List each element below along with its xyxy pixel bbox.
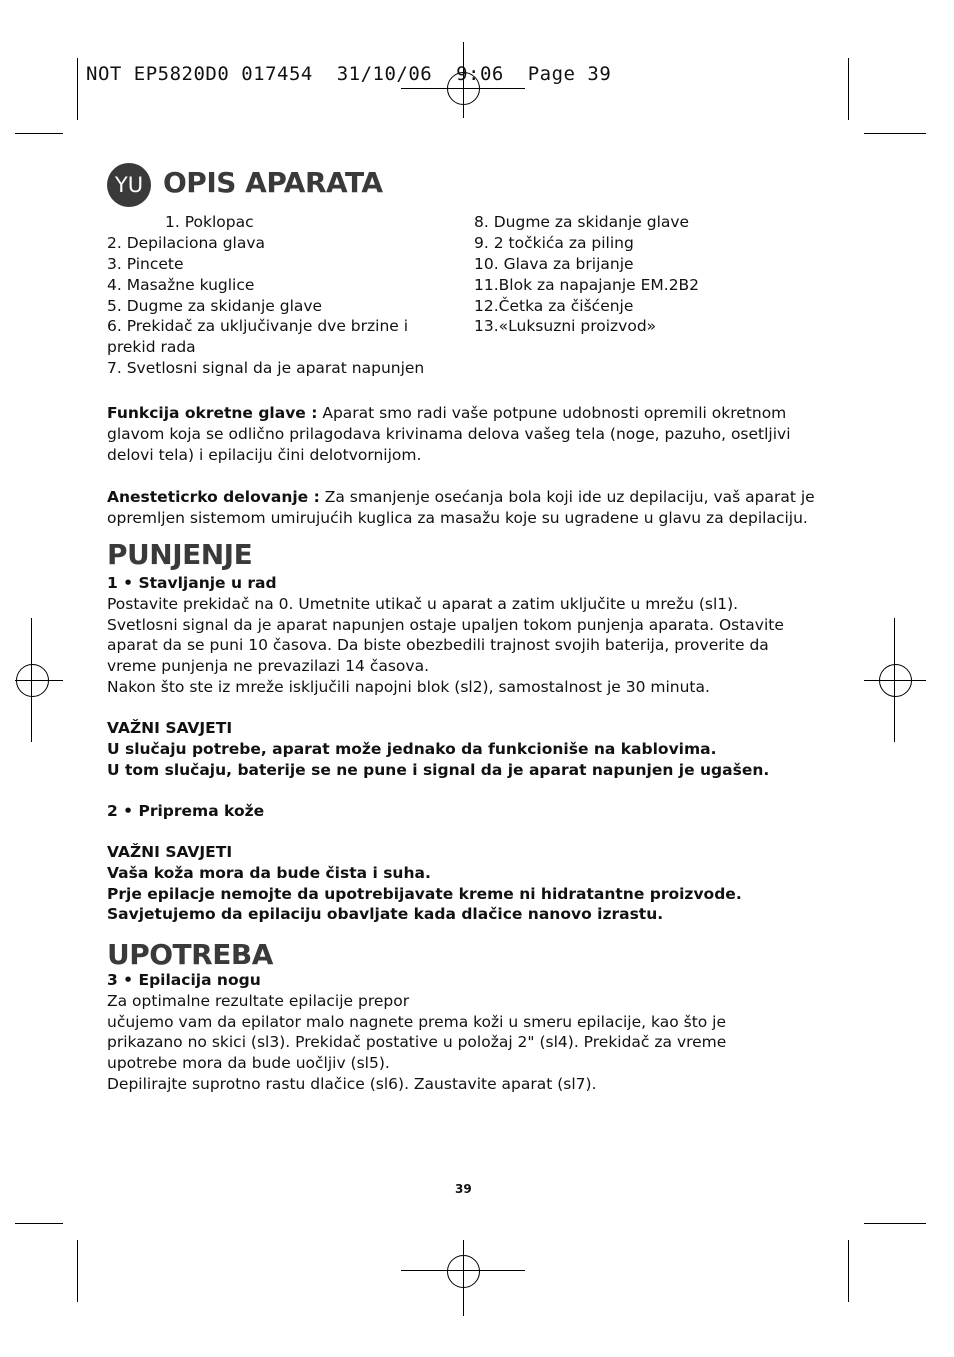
list-item: 3. Pincete: [107, 255, 184, 273]
list-item: 12.Četka za čišćenje: [474, 297, 634, 315]
step-heading: 3 • Epilacija nogu: [107, 971, 261, 989]
step-heading: 2 • Priprema kože: [107, 802, 265, 820]
section-title-opis: OPIS APARATA: [163, 166, 383, 199]
list-item: 5. Dugme za skidanje glave: [107, 297, 323, 315]
section-title-upotreba: UPOTREBA: [107, 938, 273, 971]
important-tips-2: VAŽNI SAVJETI Vaša koža mora da bude čista i suha. Prje epilacje nemojte da upotrebijavate kreme ni hidratantne proizvode. Savjetujemo da epilaciju obavljate kada dlačice nanovo izrastu.: [107, 843, 742, 924]
list-item: 13.«Luksuzni proizvod»: [474, 317, 657, 335]
step-1-block: 1 • Stavljanje u rad Postavite prekidač na 0. Umetnite utikač u aparat a zatim uključite u mrežu (sl1). Svetlosni signal da je aparat napunjen ostaje upaljen tokom punjenja aparata. Ostavite aparat da se puni 10 časova. Da biste obezbedili trajnost svojih baterija, proverite da vreme punjenja ne prevazilazi 14 časova. Nakon što ste iz mreže isključili napojni blok (sl2), samostalnost je 30 minuta.: [107, 573, 817, 698]
list-item: prekid rada: [107, 338, 196, 356]
list-item: 7. Svetlosni signal da je aparat napunjen: [107, 359, 425, 377]
list-item: 9. 2 točkića za piling: [474, 234, 634, 252]
list-item: 2. Depilaciona glava: [107, 234, 266, 252]
language-badge: YU: [107, 163, 151, 207]
step-heading: 1 • Stavljanje u rad: [107, 574, 277, 592]
paragraph-lead: Funkcija okretne glave :: [107, 404, 318, 422]
step-3-block: 3 • Epilacija nogu Za optimalne rezultate epilacije prepor učujemo vam da epilator malo nagnete prema koži u smeru epilacije, kao što je prikazano no skici (sl3). Prekidač postative u položaj 2" (sl4). Prekidač za vreme upotrebe mora da bude uočljiv (sl5). Depilirajte suprotno rastu dlačice (sl6). Zaustavite aparat (sl7).: [107, 970, 817, 1095]
page-number: 39: [455, 1182, 472, 1196]
paragraph-anesthetic: Anesteticrko delovanje : Za smanjenje osećanja bola koji ide uz depilaciju, vaš aparat je opremljen sistemom umirujućih kuglica za masažu koje su ugradene u glavu za depilaciju.: [107, 488, 815, 527]
paragraph-rotating-head: Funkcija okretne glave : Aparat smo radi vaše potpune udobnosti opremili okretnom glavom koja se odlično prilagodava krivinama delova vašeg tela (noge, pazuho, osetljivi delovi tela) i epilaciju čini delotvornijom.: [107, 404, 791, 464]
list-item: 6. Prekidač za uključivanje dve brzine i: [107, 317, 409, 335]
section-title-punjenje: PUNJENJE: [107, 538, 253, 571]
list-item: 8. Dugme za skidanje glave: [474, 213, 690, 231]
list-item: 11.Blok za napajanje EM.2B2: [474, 276, 700, 294]
important-tips-1: VAŽNI SAVJETI U slučaju potrebe, aparat može jednako da funkcioniše na kablovima. U tom slučaju, baterije se ne pune i signal da je aparat napunjen je ugašen.: [107, 719, 770, 779]
list-item: 4. Masažne kuglice: [107, 276, 255, 294]
list-item: 1. Poklopac: [165, 213, 254, 231]
paragraph-lead: Anesteticrko delovanje :: [107, 488, 320, 506]
list-item: 10. Glava za brijanje: [474, 255, 634, 273]
print-header: NOT EP5820D0 017454 31/10/06 9:06 Page 39: [86, 63, 612, 85]
